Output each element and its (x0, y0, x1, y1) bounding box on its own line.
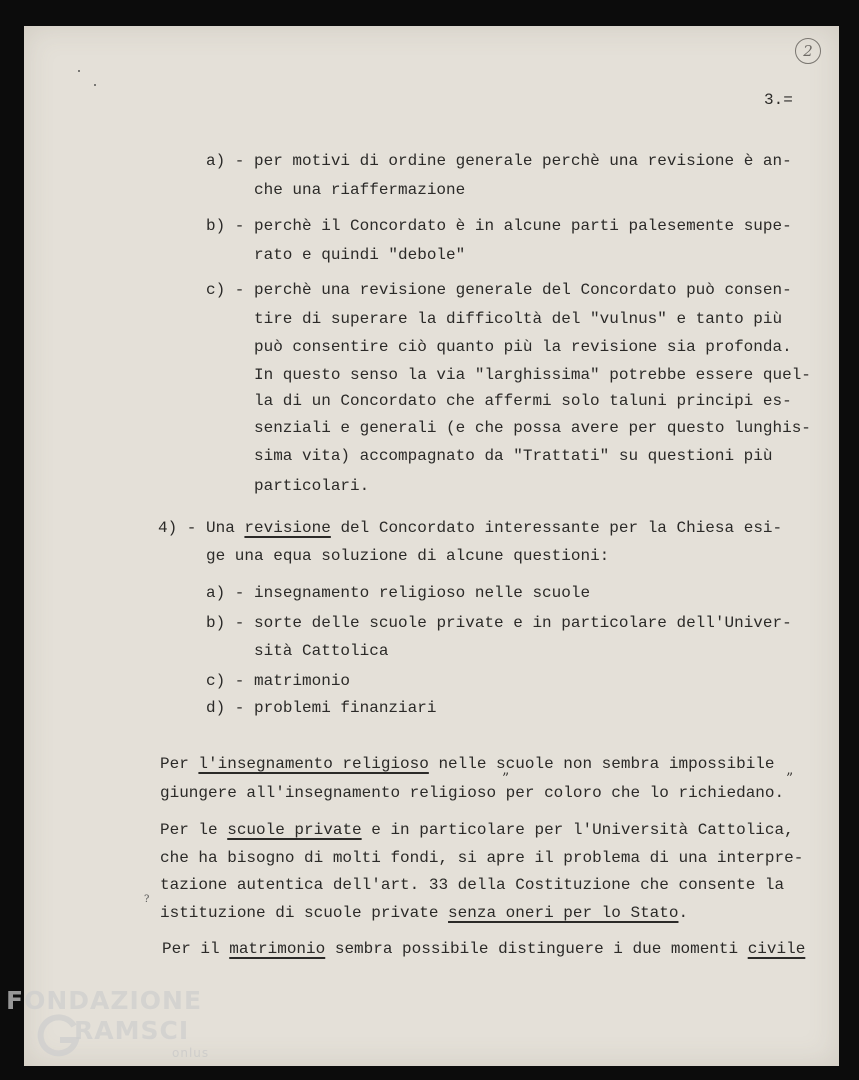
text-line: a) - insegnamento religioso nelle scuole (206, 584, 591, 602)
underlined-text: civile (747, 940, 806, 958)
text-line: rato e quindi "debole" (254, 246, 466, 264)
underlined-text: matrimonio (229, 940, 326, 958)
text-line: c) - matrimonio (206, 672, 351, 690)
underlined-text: l'insegnamento religioso (198, 755, 429, 773)
text-line: sima vita) accompagnato da "Trattati" su questioni più (254, 447, 773, 465)
watermark-text: RAMSCI (74, 1016, 190, 1045)
text-line: può consentire ciò quanto più la revisione sia profonda. (254, 338, 792, 356)
underlined-text: revisione (244, 519, 331, 537)
text-segment: sembra possibile distinguere i due momenti (325, 940, 748, 958)
text-segment: Per (160, 755, 199, 773)
text-line (160, 905, 688, 921)
text-line: In questo senso la via "larghissima" potrebbe essere quel- (254, 366, 811, 384)
handwritten-quote-mark: ” (786, 771, 794, 787)
text-line: b) - perchè il Concordato è in alcune parti palesemente supe- (206, 217, 792, 235)
handwritten-quote-mark: ” (502, 771, 510, 787)
text-line: a) - per motivi di ordine generale perchè una revisione è an- (206, 152, 792, 170)
paper-speck (94, 84, 96, 86)
archive-page-number: 2 (795, 38, 821, 64)
text-segment: Per le (160, 821, 228, 839)
document-page (24, 26, 839, 1066)
text-segment: . (678, 904, 689, 922)
text-line: d) - problemi finanziari (206, 699, 437, 717)
text-line: che una riaffermazione (254, 181, 466, 199)
underlined-text: senza oneri per lo Stato (448, 904, 679, 922)
text-line: sità Cattolica (254, 642, 389, 660)
text-segment: istituzione di scuole private (160, 904, 449, 922)
text-line: ge una equa soluzione di alcune questioni: (206, 547, 610, 565)
page-number: 3.= (764, 91, 793, 109)
text-segment: nelle scuole non sembra impossibile (428, 755, 775, 773)
text-segment: Per il (162, 940, 230, 958)
text-segment: del Concordato interessante per la Chiesa esi- (330, 519, 783, 537)
text-line: la di un Concordato che affermi solo taluni principi es- (254, 392, 792, 410)
paper-speck (78, 70, 80, 72)
text-line: particolari. (254, 477, 370, 495)
text-line (160, 756, 775, 772)
margin-question-mark: ? (144, 894, 150, 905)
text-line: senziali e generali (e che possa avere per questo lunghis- (254, 419, 811, 437)
text-line (162, 941, 805, 957)
watermark-subtext: onlus (172, 1046, 210, 1060)
underlined-text: scuole private (227, 821, 362, 839)
text-line: giungere all'insegnamento religioso per coloro che lo richiedano. (160, 784, 785, 802)
text-segment: e in particolare per l'Università Cattolica, (361, 821, 794, 839)
text-line: che ha bisogno di molti fondi, si apre il problema di una interpre- (160, 849, 804, 867)
text-segment: 4) - Una (158, 519, 245, 537)
text-line: tire di superare la difficoltà del "vulnus" e tanto più (254, 310, 783, 328)
watermark-text: FONDAZIONE (6, 986, 203, 1015)
text-line: b) - sorte delle scuole private e in particolare dell'Univer- (206, 614, 792, 632)
text-line: c) - perchè una revisione generale del Concordato può consen- (206, 281, 792, 299)
text-line (158, 520, 782, 536)
text-line: tazione autentica dell'art. 33 della Costituzione che consente la (160, 876, 785, 894)
text-line (160, 822, 794, 838)
